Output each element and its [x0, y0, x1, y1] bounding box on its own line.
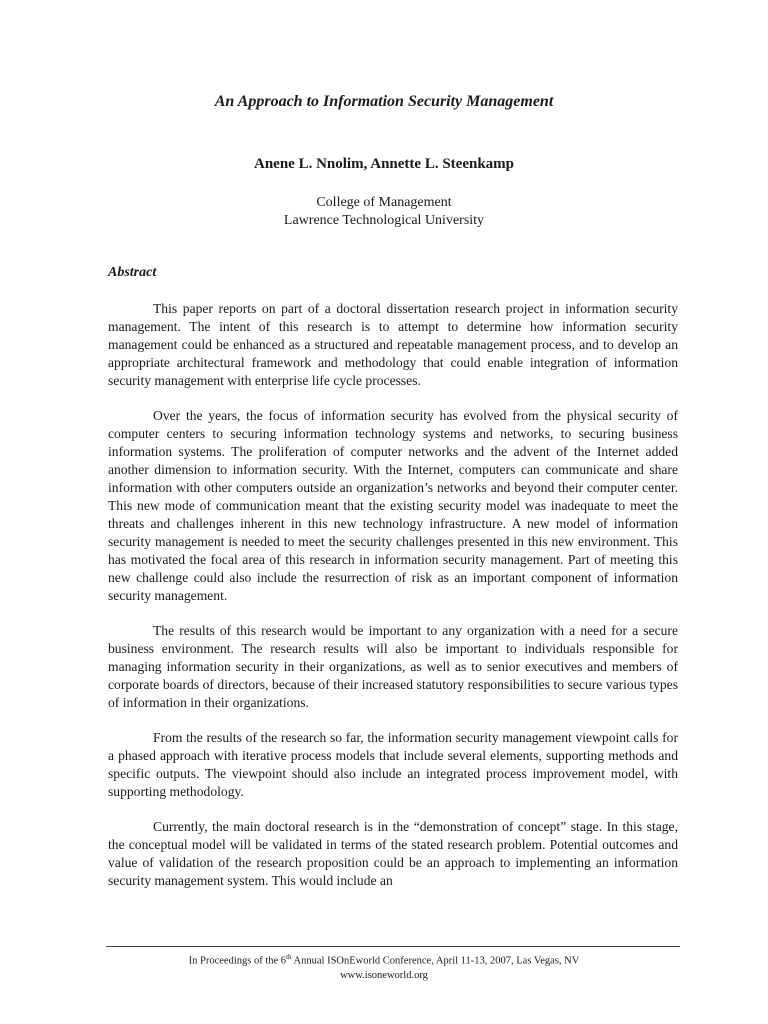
paper-title: An Approach to Information Security Management	[214, 93, 554, 110]
abstract-paragraph-4: From the results of the research so far, the information security management viewpoint calls for a phased approach with iterative process models that include several elements, supporting methods and specific outputs. The viewpoint should also include an integrated process improvement model, with supporting methodology.	[108, 730, 678, 799]
abstract-paragraph-5: Currently, the main doctoral research is in the “demonstration of concept” stage. In this stage, the conceptual model will be validated in terms of the stated research problem. Potential outcomes and value of validation of the research proposition could be an approach to implementing an information security management system. This would include an	[108, 819, 678, 888]
footer-website: www.isoneworld.org	[340, 969, 428, 981]
abstract-body	[108, 300, 678, 907]
footer-citation-suffix: Annual ISOnEworld Conference, April 11-13, 2007, Las Vegas, NV	[291, 955, 580, 967]
affiliation-college: College of Management	[316, 195, 452, 210]
abstract-paragraph-2: Over the years, the focus of information security has evolved from the physical security of computer centers to securing information technology systems and networks, to securing business information systems. The proliferation of computer networks and the advent of the Internet added another dimension to information security. With the Internet, computers can communicate and share information with other computers outside an organization’s networks and beyond their computer center. This new mode of communication meant that the existing security model was inadequate to meet the threats and challenges inherent in this new technology infrastructure. A new model of information security management is needed to meet the security challenges presented in this new environment. This has motivated the focal area of this research in information security management. Part of meeting this new challenge could also include the resurrection of risk as an important component of information security management.	[108, 408, 678, 603]
author-affiliation	[0, 194, 768, 230]
footer-divider	[106, 946, 680, 947]
paper-authors: Anene L. Nnolim, Annette L. Steenkamp	[253, 156, 515, 172]
abstract-paragraph-1: This paper reports on part of a doctoral dissertation research project in information security management. The intent of this research is to attempt to determine how information security management could be enhanced as a structured and repeatable management process, and to develop an appropriate architectural framework and methodology that could enable integration of information security management with enterprise life cycle processes.	[108, 301, 678, 388]
abstract-paragraph-3: The results of this research would be important to any organization with a need for a secure business environment. The research results will also be important to individuals responsible for managing information security in their organizations, as well as to senior executives and members of corporate boards of directors, because of their increased statutory responsibilities to secure various types of information in their organizations.	[108, 623, 678, 710]
affiliation-university: Lawrence Technological University	[283, 213, 485, 228]
page-footer	[0, 950, 768, 983]
footer-citation-prefix: In Proceedings of the 6	[188, 955, 287, 967]
footer-citation	[0, 950, 768, 969]
footer-citation-superscript: th	[286, 953, 292, 961]
abstract-heading: Abstract	[108, 265, 157, 280]
